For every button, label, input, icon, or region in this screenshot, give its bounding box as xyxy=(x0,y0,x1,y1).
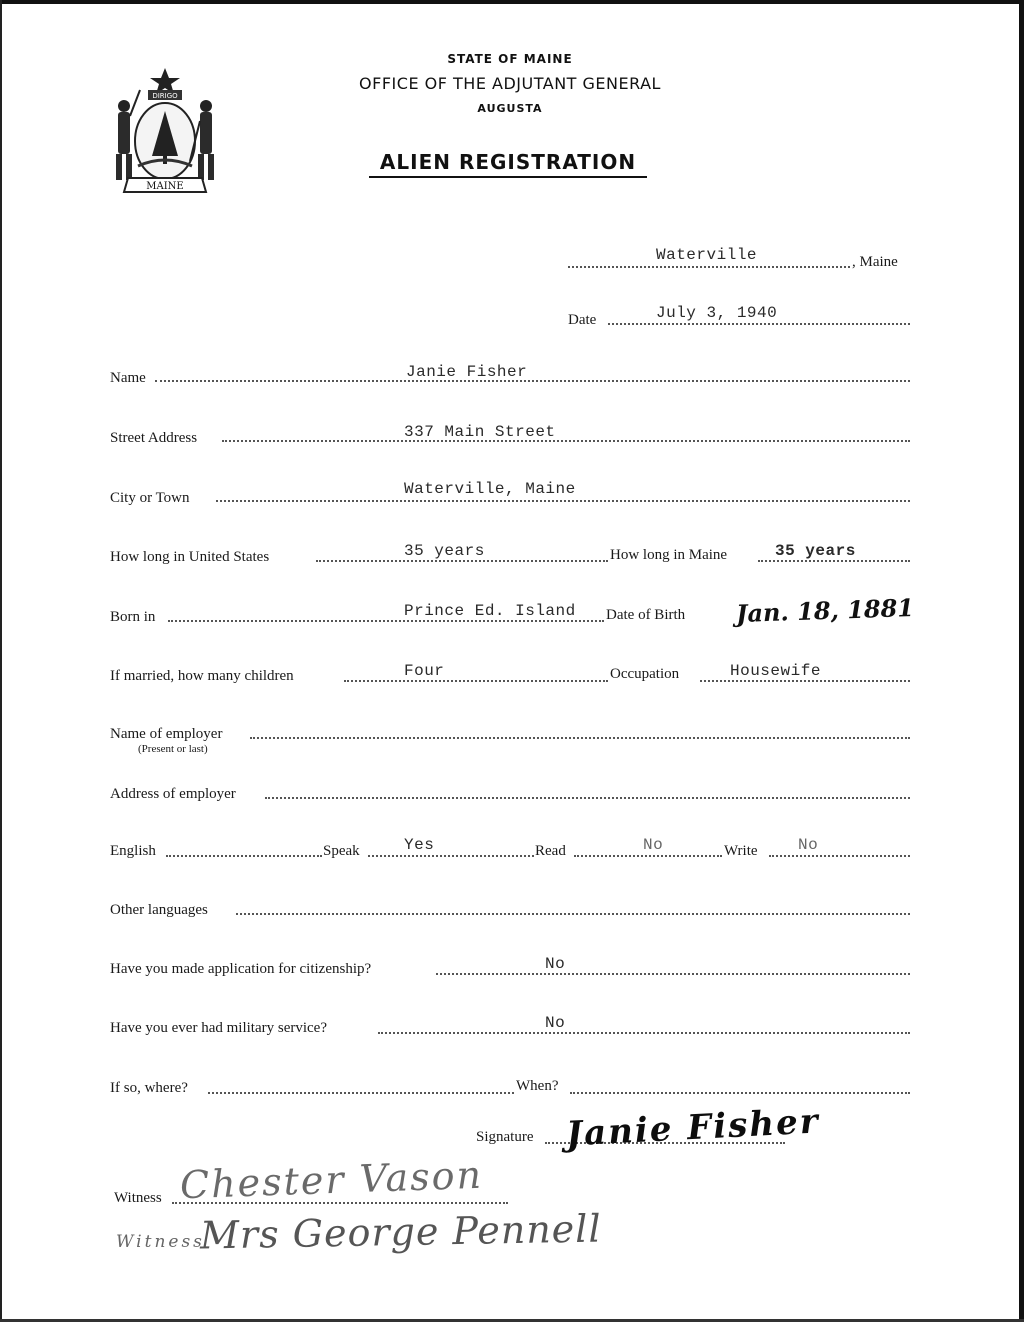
employer-label: Name of employer xyxy=(110,726,223,742)
scan-border-right xyxy=(1019,0,1024,1322)
speak-value: Yes xyxy=(404,836,435,854)
read-value: No xyxy=(643,836,664,854)
employer-dotted-line xyxy=(250,737,910,739)
maine-duration-dotted-line xyxy=(758,560,910,562)
english-dotted-line xyxy=(166,855,322,857)
witness-value: Chester Vason xyxy=(179,1152,484,1208)
second-witness-label: Witness xyxy=(116,1232,205,1252)
date-label: Date xyxy=(568,312,597,328)
maine-duration-value: 35 years xyxy=(775,542,856,560)
header-state: STATE OF MAINE xyxy=(447,52,573,66)
employer-address-dotted-line xyxy=(265,797,910,799)
born-in-label: Born in xyxy=(110,609,156,625)
military-label: Have you ever had military service? xyxy=(110,1020,327,1036)
date-value: July 3, 1940 xyxy=(656,304,778,322)
header-city: AUGUSTA xyxy=(477,102,543,115)
street-label: Street Address xyxy=(110,430,198,446)
maine-state-seal-icon xyxy=(110,66,220,196)
when-dotted-line xyxy=(570,1092,910,1094)
title-underline xyxy=(369,176,647,178)
citizenship-label: Have you made application for citizenship? xyxy=(110,961,372,977)
read-dotted-line xyxy=(574,855,722,857)
occupation-value: Housewife xyxy=(730,662,821,680)
speak-label: Speak xyxy=(323,843,360,859)
name-dotted-line xyxy=(155,380,910,382)
us-duration-label: How long in United States xyxy=(110,549,270,565)
born-in-value: Prince Ed. Island xyxy=(404,602,576,620)
where-dotted-line xyxy=(208,1092,514,1094)
city-label: City or Town xyxy=(110,490,190,506)
write-dotted-line xyxy=(769,855,910,857)
employer-address-label: Address of employer xyxy=(110,786,236,802)
occupation-dotted-line xyxy=(700,680,910,682)
citizenship-dotted-line xyxy=(436,973,910,975)
second-witness-value: Mrs George Pennell xyxy=(199,1206,602,1258)
children-label: If married, how many children xyxy=(110,668,294,684)
seal-banner: MAINE xyxy=(146,181,184,192)
military-value: No xyxy=(545,1014,566,1032)
form-title: ALIEN REGISTRATION xyxy=(379,150,637,174)
street-dotted-line xyxy=(222,440,910,442)
other-languages-label: Other languages xyxy=(110,902,208,918)
dob-label: Date of Birth xyxy=(606,607,686,623)
us-duration-value: 35 years xyxy=(404,542,485,560)
city-value: Waterville, Maine xyxy=(404,480,576,498)
name-label: Name xyxy=(110,370,146,386)
witness-label: Witness xyxy=(114,1190,162,1206)
write-value: No xyxy=(798,836,819,854)
speak-dotted-line xyxy=(368,855,534,857)
location-dotted-line xyxy=(568,266,850,268)
other-languages-dotted-line xyxy=(236,913,910,915)
us-duration-dotted-line xyxy=(316,560,608,562)
header-office: OFFICE OF THE ADJUTANT GENERAL xyxy=(359,74,661,93)
write-label: Write xyxy=(724,843,758,859)
name-value: Janie Fisher xyxy=(406,363,528,381)
children-dotted-line xyxy=(344,680,608,682)
maine-duration-label: How long in Maine xyxy=(610,547,728,563)
scan-border-top xyxy=(0,0,1024,4)
children-value: Four xyxy=(404,662,445,680)
street-value: 337 Main Street xyxy=(404,423,556,441)
city-dotted-line xyxy=(216,500,910,502)
signature-value: Janie Fisher xyxy=(565,1101,821,1155)
signature-label: Signature xyxy=(476,1129,534,1145)
date-dotted-line xyxy=(608,323,910,325)
location-value: Waterville xyxy=(656,246,758,264)
occupation-label: Occupation xyxy=(610,666,680,682)
employer-sublabel: (Present or last) xyxy=(138,743,208,755)
where-label: If so, where? xyxy=(110,1080,188,1096)
seal-motto: DIRIGO xyxy=(152,92,178,100)
citizenship-value: No xyxy=(545,955,566,973)
location-suffix: , Maine xyxy=(852,254,898,270)
scan-border-left xyxy=(0,0,2,1322)
military-dotted-line xyxy=(378,1032,910,1034)
when-label: When? xyxy=(516,1078,559,1094)
born-in-dotted-line xyxy=(168,620,604,622)
dob-value: Jan. 18, 1881 xyxy=(735,592,915,629)
read-label: Read xyxy=(535,843,566,859)
english-label: English xyxy=(110,843,156,859)
